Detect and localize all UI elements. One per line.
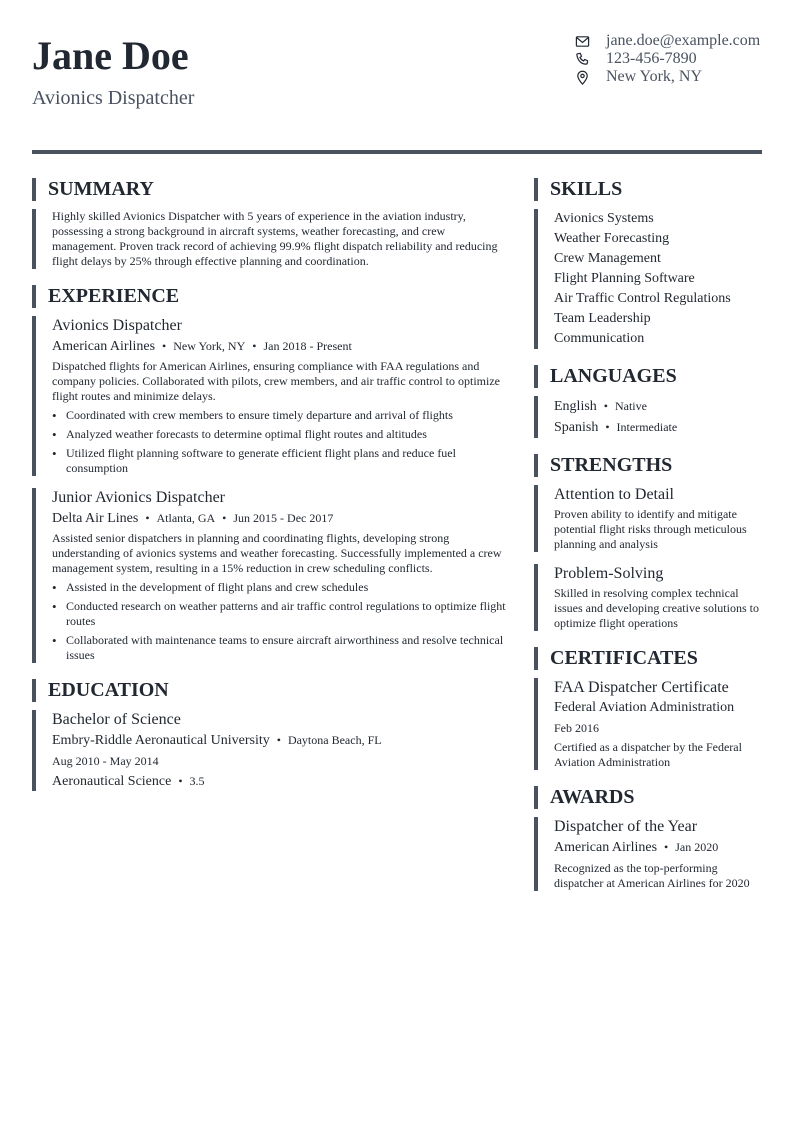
award-issuer: American Airlines [554, 840, 658, 855]
certificate-entry [534, 678, 762, 770]
mail-icon [574, 33, 590, 49]
job-title: Junior Avionics Dispatcher [52, 489, 226, 506]
separator-dot: • [603, 399, 608, 413]
right-column [534, 178, 762, 891]
separator-dot: • [605, 420, 610, 434]
language-level: Intermediate [616, 420, 678, 434]
skills-block [534, 209, 762, 349]
job-meta [52, 509, 510, 528]
school-name: Embry-Riddle Aeronautical University [52, 733, 270, 748]
job-bullet: • Utilized flight planning software to generate efficient flight plans and reduce fuel consumption [52, 446, 510, 476]
strength-description: Skilled in resolving complex technical issues and developing creative solutions to optimize flight operations [554, 586, 759, 630]
summary-text: Highly skilled Avionics Dispatcher with 5 years of experience in the aviation industry, possessing a strong background in aircraft systems, weather forecasting, and crew management. Proven track record of achieving 99.9% flight dispatch reliability and reducing flight delays by 25% through effective planning and coordination. [52, 209, 498, 268]
job-bullet: • Collaborated with maintenance teams to ensure aircraft airworthiness and resolve technical issues [52, 633, 510, 663]
separator-dot: • [276, 733, 281, 747]
job-bullets [52, 580, 510, 663]
job-dates: Jun 2015 - Dec 2017 [233, 511, 334, 525]
languages-block [534, 396, 762, 438]
strength-title: Problem-Solving [554, 565, 664, 582]
education-dates: Aug 2010 - May 2014 [52, 754, 159, 768]
gpa: 3.5 [189, 774, 205, 788]
job-location: New York, NY [173, 339, 246, 353]
separator-dot: • [222, 511, 227, 525]
certificates-heading: CERTIFICATES [534, 647, 762, 670]
summary-block [32, 209, 510, 269]
contact-email-row[interactable] [574, 32, 762, 50]
field-of-study: Aeronautical Science [52, 774, 172, 789]
languages-heading: LANGUAGES [534, 365, 762, 388]
school-location: Daytona Beach, FL [287, 733, 382, 747]
contact-location: New York, NY [606, 68, 703, 85]
summary-heading: SUMMARY [32, 178, 510, 201]
contact-phone[interactable]: 123-456-7890 [606, 50, 697, 67]
award-entry [534, 817, 762, 891]
job-description: Dispatched flights for American Airlines, ensuring compliance with FAA regulations and company policies. Collaborated with pilots, crew members, and air traffic control to optimize flight routes and minimize delays. [52, 359, 500, 403]
language-name: Spanish [554, 420, 599, 435]
skill-item: Avionics Systems [554, 211, 654, 226]
contact-phone-row[interactable] [574, 50, 762, 68]
job-bullets [52, 408, 510, 476]
job-company: American Airlines [52, 339, 156, 354]
skills-heading: SKILLS [534, 178, 762, 201]
skill-item: Flight Planning Software [554, 271, 695, 286]
skill-item: Weather Forecasting [554, 231, 670, 246]
separator-dot: • [145, 511, 150, 525]
education-meta [52, 731, 510, 750]
phone-icon [574, 51, 590, 67]
contact-location-row [574, 68, 762, 86]
job-meta [52, 337, 510, 356]
strengths-heading: STRENGTHS [534, 454, 762, 477]
certificate-date: Feb 2016 [554, 721, 599, 735]
job-dates: Jan 2018 - Present [263, 339, 352, 353]
job-title: Avionics Dispatcher [52, 317, 182, 334]
separator-dot: • [178, 774, 183, 788]
job-bullet: • Conducted research on weather patterns and air traffic control regulations to optimize flight routes [52, 599, 510, 629]
skill-item: Team Leadership [554, 311, 651, 326]
contact-email[interactable]: jane.doe@example.com [606, 32, 761, 49]
skill-item: Crew Management [554, 251, 661, 266]
certificate-title: FAA Dispatcher Certificate [554, 679, 729, 696]
award-date: Jan 2020 [675, 840, 719, 854]
separator-dot: • [252, 339, 257, 353]
skill-item: Communication [554, 331, 645, 346]
job-bullet: • Analyzed weather forecasts to determine optimal flight routes and altitudes [52, 427, 510, 442]
candidate-name: Jane Doe [32, 33, 189, 78]
contact-info [574, 32, 762, 86]
awards-heading: AWARDS [534, 786, 762, 809]
certificate-issuer: Federal Aviation Administration [554, 700, 735, 715]
strength-entry [534, 564, 762, 631]
separator-dot: • [664, 840, 669, 854]
certificate-description: Certified as a dispatcher by the Federal Aviation Administration [554, 740, 742, 769]
language-item [554, 396, 762, 417]
education-entry [32, 710, 510, 791]
strength-description: Proven ability to identify and mitigate potential flight risks through meticulous planning and analysis [554, 507, 747, 551]
experience-entry [32, 488, 510, 663]
strength-entry [534, 485, 762, 552]
degree: Bachelor of Science [52, 711, 181, 728]
job-company: Delta Air Lines [52, 511, 139, 526]
award-meta [554, 838, 762, 857]
experience-entry [32, 316, 510, 476]
strength-title: Attention to Detail [554, 486, 674, 503]
resume-header [32, 30, 762, 130]
education-field-row [52, 772, 510, 791]
job-description: Assisted senior dispatchers in planning and coordinating flights, developing strong understanding of avionics systems and weather forecasting. Successfully implemented a crew management system, resulting in a 15% reduction in crew scheduling conflicts. [52, 531, 502, 575]
education-heading: EDUCATION [32, 679, 510, 702]
job-bullet: • Coordinated with crew members to ensure timely departure and arrival of flights [52, 408, 510, 423]
header-divider [32, 150, 762, 154]
job-location: Atlanta, GA [156, 511, 216, 525]
skill-item: Air Traffic Control Regulations [554, 291, 731, 306]
award-title: Dispatcher of the Year [554, 818, 698, 835]
award-description: Recognized as the top-performing dispatcher at American Airlines for 2020 [554, 861, 750, 890]
location-pin-icon [574, 69, 590, 85]
separator-dot: • [162, 339, 167, 353]
language-name: English [554, 399, 597, 414]
experience-heading: EXPERIENCE [32, 285, 510, 308]
left-column [32, 178, 510, 791]
language-level: Native [614, 399, 647, 413]
language-item [554, 417, 762, 438]
job-bullet: • Assisted in the development of flight plans and crew schedules [52, 580, 510, 595]
candidate-role: Avionics Dispatcher [32, 87, 195, 109]
